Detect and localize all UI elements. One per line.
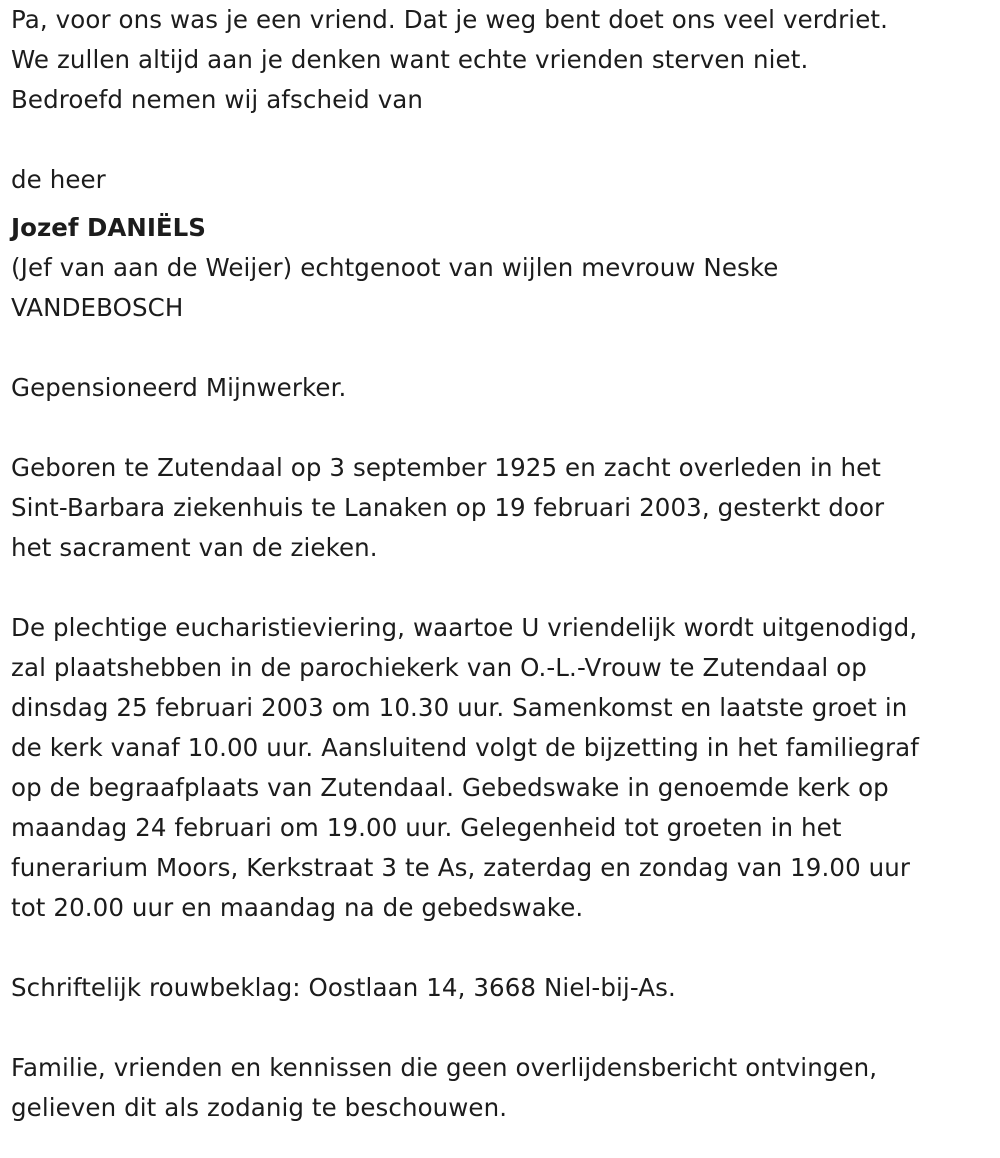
- text-line: Pa, voor ons was je een vriend. Dat je weg bent doet ons veel verdriet.: [11, 5, 888, 34]
- deceased-name: Jozef DANIËLS: [11, 213, 206, 242]
- occupation: Gepensioneerd Mijnwerker.: [11, 373, 347, 402]
- text-line: Geboren te Zutendaal op 3 september 1925 en zacht overleden in het: [11, 453, 881, 482]
- text-line: funerarium Moors, Kerkstraat 3 te As, zaterdag en zondag van 19.00 uur: [11, 853, 911, 882]
- text-line: De plechtige eucharistieviering, waartoe U vriendelijk wordt uitgenodigd,: [11, 613, 918, 642]
- text-line: maandag 24 februari om 19.00 uur. Gelegenheid tot groeten in het: [11, 813, 842, 842]
- text-line: VANDEBOSCH: [11, 293, 184, 322]
- closing-paragraph: [11, 1048, 996, 1128]
- text-line: Bedroefd nemen wij afscheid van: [11, 85, 424, 114]
- ceremony-paragraph: [11, 608, 996, 928]
- text-line: dinsdag 25 februari 2003 om 10.30 uur. Samenkomst en laatste groet in: [11, 693, 908, 722]
- alias-paragraph: [11, 248, 996, 328]
- salutation: de heer: [11, 165, 106, 194]
- text-line: de kerk vanaf 10.00 uur. Aansluitend volgt de bijzetting in het familiegraf: [11, 733, 919, 762]
- text-line: het sacrament van de zieken.: [11, 533, 378, 562]
- text-line: op de begraafplaats van Zutendaal. Gebedswake in genoemde kerk op: [11, 773, 889, 802]
- text-line: We zullen altijd aan je denken want echte vrienden sterven niet.: [11, 45, 809, 74]
- birth-death-paragraph: [11, 448, 996, 568]
- text-line: zal plaatshebben in de parochiekerk van O.-L.-Vrouw te Zutendaal op: [11, 653, 867, 682]
- condolence-address: Schriftelijk rouwbeklag: Oostlaan 14, 3668 Niel-bij-As.: [11, 973, 676, 1002]
- text-line: Familie, vrienden en kennissen die geen overlijdensbericht ontvingen,: [11, 1053, 878, 1082]
- obituary-notice: [11, 0, 996, 1128]
- text-line: gelieven dit als zodanig te beschouwen.: [11, 1093, 508, 1122]
- text-line: Sint-Barbara ziekenhuis te Lanaken op 19 februari 2003, gesterkt door: [11, 493, 885, 522]
- text-line: tot 20.00 uur en maandag na de gebedswake.: [11, 893, 584, 922]
- intro-paragraph: [11, 0, 996, 120]
- text-line: (Jef van aan de Weijer) echtgenoot van wijlen mevrouw Neske: [11, 253, 779, 282]
